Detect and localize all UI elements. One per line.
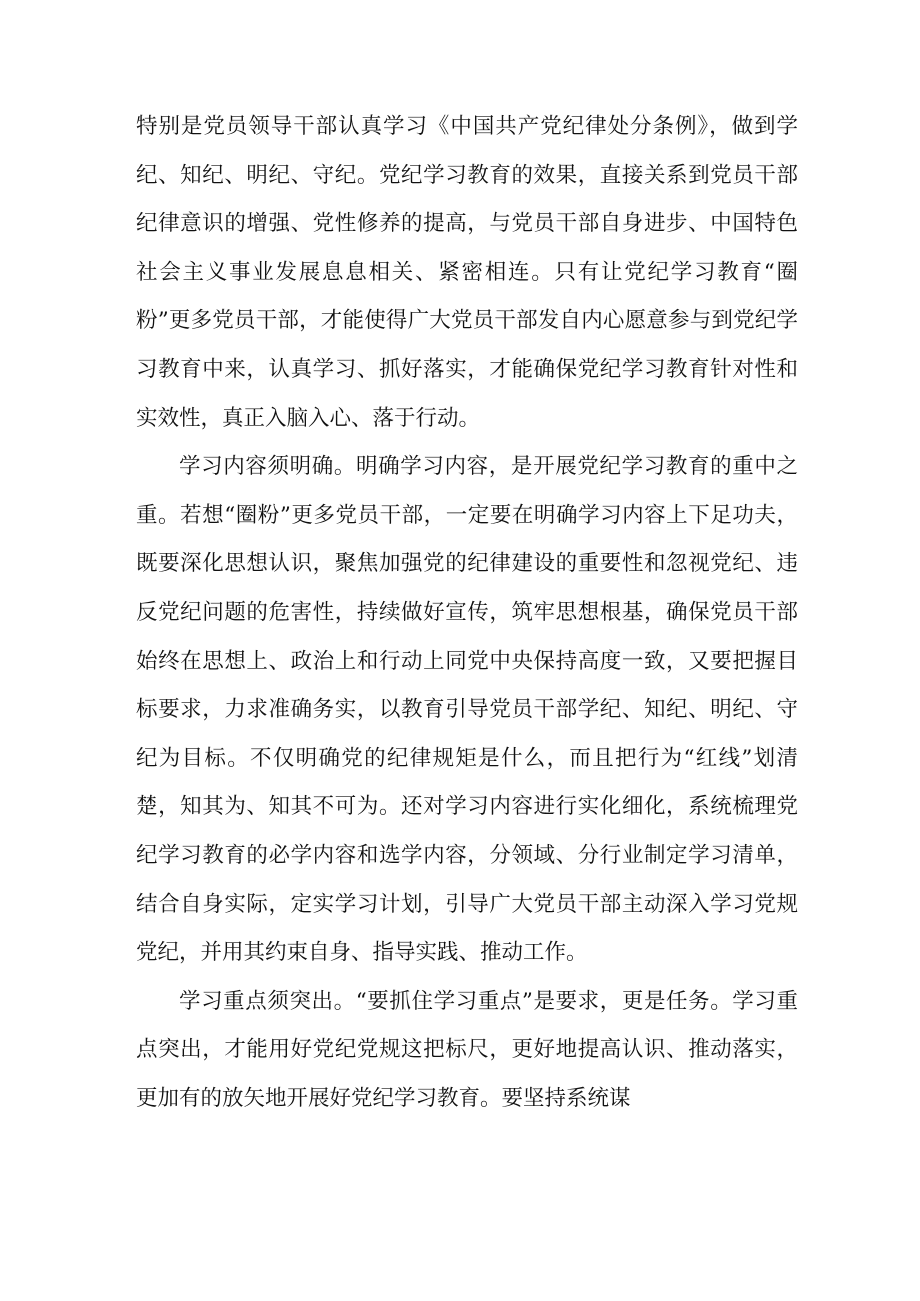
paragraph-2: 学习内容须明确。明确学习内容，是开展党纪学习教育的重中之重。若想“圈粉”更多党员干部，一定要在明确学习内容上下足功夫，既要深化思想认识，聚焦加强党的纪律建设的重要性和忽视党纪、违反党纪问题的危害性，持续做好宣传，筑牢思想根基，确保党员干部始终在思想上、政治上和行动上同党中央保持高度一致，又要把握目标要求，力求准确务实，以教育引导党员干部学纪、知纪、明纪、守纪为目标。不仅明确党的纪律规矩是什么，而且把行为“红线”划清楚，知其为、知其不可为。还对学习内容进行实化细化，系统梳理党纪学习教育的必学内容和选学内容，分领域、分行业制定学习清单，结合自身实际，定实学习计划，引导广大党员干部主动深入学习党规党纪，并用其约束自身、指导实践、推动工作。 — [136, 454, 798, 966]
document-body — [136, 103, 798, 1123]
paragraph-3: 学习重点须突出。“要抓住学习重点”是要求，更是任务。学习重点突出，才能用好党纪党规这把标尺，更好地提高认识、推动落实，更加有的放矢地开展好党纪学习教育。要坚持系统谋 — [136, 988, 798, 1111]
paragraph-1: 特别是党员领导干部认真学习《中国共产党纪律处分条例》，做到学纪、知纪、明纪、守纪。党纪学习教育的效果，直接关系到党员干部纪律意识的增强、党性修养的提高，与党员干部自身进步、中国特色社会主义事业发展息息相关、紧密相连。只有让党纪学习教育“圈粉”更多党员干部，才能使得广大党员干部发自内心愿意参与到党纪学习教育中来，认真学习、抓好落实，才能确保党纪学习教育针对性和实效性，真正入脑入心、落于行动。 — [136, 114, 798, 431]
